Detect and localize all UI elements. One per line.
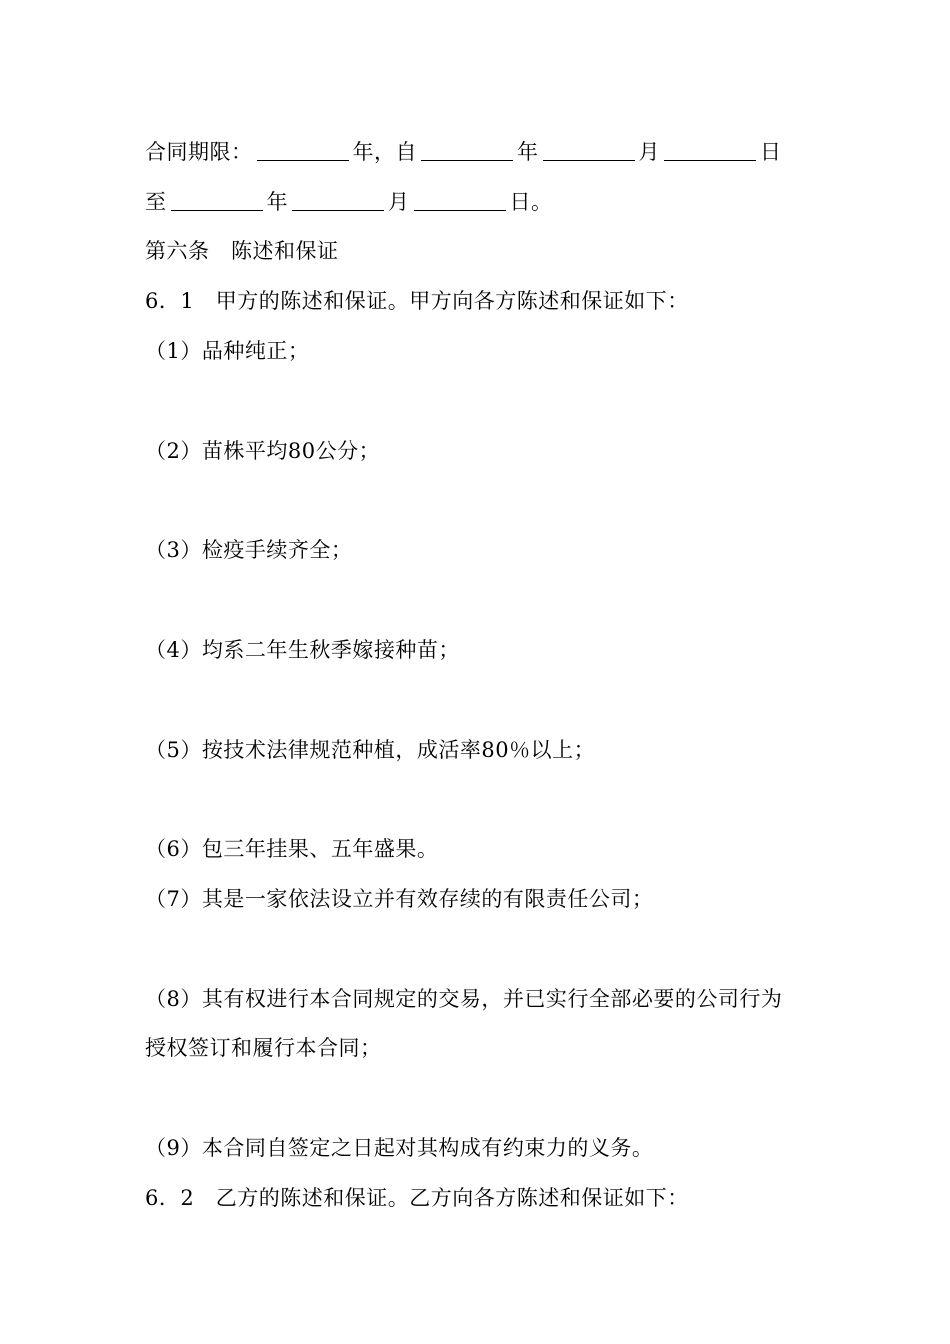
- blank-field[interactable]: [664, 138, 756, 161]
- list-item: （6）包三年挂果、五年盛果。: [145, 837, 439, 861]
- blank-field[interactable]: [171, 188, 263, 211]
- blank-field[interactable]: [421, 138, 513, 161]
- term-line-1: 合同期限： 年，自 年 月 日: [145, 140, 782, 164]
- list-item: （7）其是一家依法设立并有效存续的有限责任公司；: [145, 887, 654, 911]
- section-6-1: 6．1 甲方的陈述和保证。甲方向各方陈述和保证如下：: [145, 289, 689, 313]
- list-item: （4）均系二年生秋季嫁接种苗；: [145, 638, 460, 662]
- blank-field[interactable]: [292, 188, 384, 211]
- list-item: （2）苗株平均80公分；: [145, 439, 381, 463]
- list-item: （1）品种纯正；: [145, 339, 310, 363]
- list-item: （9）本合同自签定之日起对其构成有约束力的义务。: [145, 1136, 654, 1160]
- term-label: 合同期限：: [145, 140, 253, 164]
- blank-field[interactable]: [543, 138, 635, 161]
- list-item: （3）检疫手续齐全；: [145, 538, 353, 562]
- article-heading: 第六条 陈述和保证: [145, 239, 339, 263]
- blank-field[interactable]: [257, 138, 349, 161]
- term-line-2: 至 年 月 日。: [145, 190, 553, 214]
- list-item: （8）其有权进行本合同规定的交易，并已实行全部必要的公司行为: [145, 987, 783, 1011]
- list-item-continuation: 授权签订和履行本合同；: [145, 1036, 382, 1060]
- list-item: （5）按技术法律规范种植，成活率80％以上；: [145, 738, 596, 762]
- section-6-2: 6．2 乙方的陈述和保证。乙方向各方陈述和保证如下：: [145, 1186, 689, 1210]
- blank-field[interactable]: [414, 188, 506, 211]
